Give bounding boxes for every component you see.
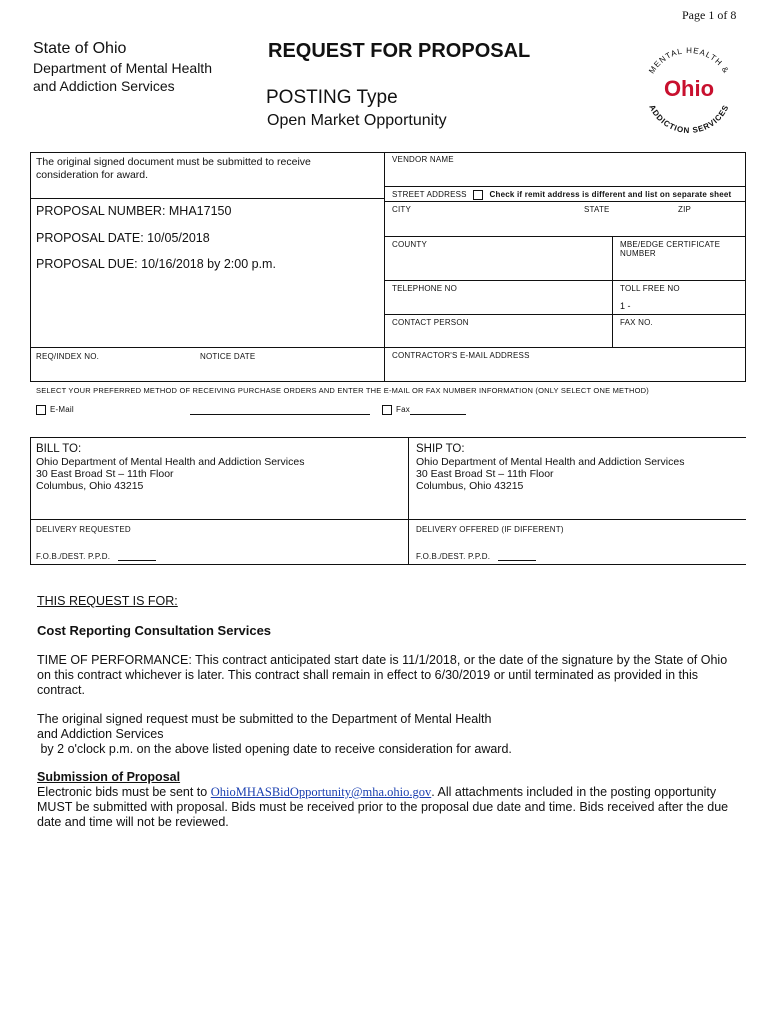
page-title: REQUEST FOR PROPOSAL [268, 40, 531, 62]
delivery-offered-field[interactable]: DELIVERY OFFERED (IF DIFFERENT) [416, 525, 564, 534]
service-title: Cost Reporting Consultation Services [37, 623, 272, 638]
ohio-mhas-logo [634, 38, 744, 138]
ship-to-heading: SHIP TO: [416, 443, 465, 455]
state-field[interactable]: STATE [584, 205, 610, 214]
toll-free-value: 1 - [620, 301, 631, 311]
toll-free-field[interactable]: TOLL FREE NO [620, 284, 680, 293]
fax-option[interactable] [382, 405, 410, 415]
county-field[interactable]: COUNTY [392, 240, 427, 249]
signed-request-line2: and Addiction Services [37, 727, 164, 741]
proposal-due: PROPOSAL DUE: 10/16/2018 by 2:00 p.m. [36, 257, 276, 271]
street-address-label: STREET ADDRESS [392, 190, 467, 200]
opportunity-type: Open Market Opportunity [267, 112, 447, 129]
page-indicator: Page 1 of 8 [682, 8, 737, 22]
agency-state: State of Ohio [33, 40, 127, 57]
fax-field[interactable]: FAX NO. [620, 318, 653, 327]
fob-left-field[interactable]: F.O.B./DEST. P.P.D. [36, 552, 111, 561]
submission-paragraph [37, 785, 737, 830]
logo-center-text: Ohio [663, 76, 715, 101]
fax-option-label: Fax [396, 405, 410, 415]
fax-checkbox[interactable] [382, 405, 392, 415]
submission-heading: Submission of Proposal [37, 770, 181, 784]
svg-text:ADDICTION SERVICES [647, 103, 730, 135]
signed-request-line3: by 2 o'clock p.m. on the above listed opening date to receive consideration for award. [37, 742, 512, 756]
zip-field[interactable]: ZIP [678, 205, 692, 214]
ship-to-line3: Columbus, Ohio 43215 [416, 480, 524, 492]
proposal-number: PROPOSAL NUMBER: MHA17150 [36, 204, 232, 218]
email-checkbox[interactable] [36, 405, 46, 415]
vendor-name-field[interactable]: VENDOR NAME [392, 155, 454, 164]
ship-to-line2: 30 East Broad St – 11th Floor [416, 468, 554, 480]
posting-type: POSTING Type [266, 87, 398, 108]
submission-email-link[interactable]: OhioMHASBidOpportunity@mha.ohio.gov [210, 785, 432, 799]
req-index-label: REQ/INDEX NO. [36, 352, 100, 361]
bill-to-line1: Ohio Department of Mental Health and Addiction Services [36, 456, 305, 468]
bill-to-line2: 30 East Broad St – 11th Floor [36, 468, 174, 480]
street-address-field[interactable] [392, 190, 731, 200]
notice-date-label: NOTICE DATE [200, 352, 256, 361]
agency-dept-line2: and Addiction Services [33, 78, 175, 94]
logo-bottom-text: ADDICTION SERVICES [647, 103, 731, 136]
telephone-field[interactable]: TELEPHONE NO [392, 284, 458, 293]
submission-notice: The original signed document must be submitted to receive consideration for award. [36, 156, 311, 181]
request-for-heading: THIS REQUEST IS FOR: [37, 594, 178, 608]
time-of-performance: TIME OF PERFORMANCE: This contract anticipated start date is 11/1/2018, or the date of the signature by the State of Ohio on this contract whichever is later. This contract shall remain in effect to 6/30/2019 or until terminated as provided in this contract. [37, 653, 728, 697]
svg-text:MENTAL HEALTH & [647, 46, 731, 75]
contact-person-field[interactable]: CONTACT PERSON [392, 318, 469, 327]
bill-to-line3: Columbus, Ohio 43215 [36, 480, 144, 492]
remit-address-checkbox[interactable] [473, 190, 483, 200]
method-instruction: SELECT YOUR PREFERRED METHOD OF RECEIVING PURCHASE ORDERS AND ENTER THE E-MAIL OR FAX NUMBER INFORMATION (ONLY SELECT ONE METHOD) [36, 386, 649, 395]
delivery-requested-field[interactable]: DELIVERY REQUESTED [36, 525, 131, 534]
fob-right-field[interactable]: F.O.B./DEST. P.P.D. [416, 552, 491, 561]
email-option-label: E-Mail [50, 405, 74, 415]
logo-top-text: MENTAL HEALTH & [647, 45, 731, 76]
signed-request-line1: The original signed request must be submitted to the Department of Mental Health [37, 712, 492, 726]
submission-pre-text: Electronic bids must be sent to [37, 785, 211, 799]
submission-post-text: . All attachments included in the posting opportunity MUST be submitted with proposal. Bids must be received prior to the proposal due date and time. Bids received after the due date and time will not be reviewed. [37, 785, 729, 829]
city-field[interactable]: CITY [392, 205, 412, 214]
mbe-certificate-field[interactable]: MBE/EDGE CERTIFICATE NUMBER [620, 240, 721, 258]
ship-to-line1: Ohio Department of Mental Health and Addiction Services [416, 456, 685, 468]
agency-dept-line1: Department of Mental Health [33, 60, 212, 76]
proposal-date: PROPOSAL DATE: 10/05/2018 [36, 231, 210, 245]
email-option[interactable] [36, 405, 74, 415]
bill-to-heading: BILL TO: [36, 443, 82, 455]
contractor-email-field[interactable]: CONTRACTOR'S E-MAIL ADDRESS [392, 351, 530, 360]
remit-address-label: Check if remit address is different and list on separate sheet [489, 190, 732, 200]
